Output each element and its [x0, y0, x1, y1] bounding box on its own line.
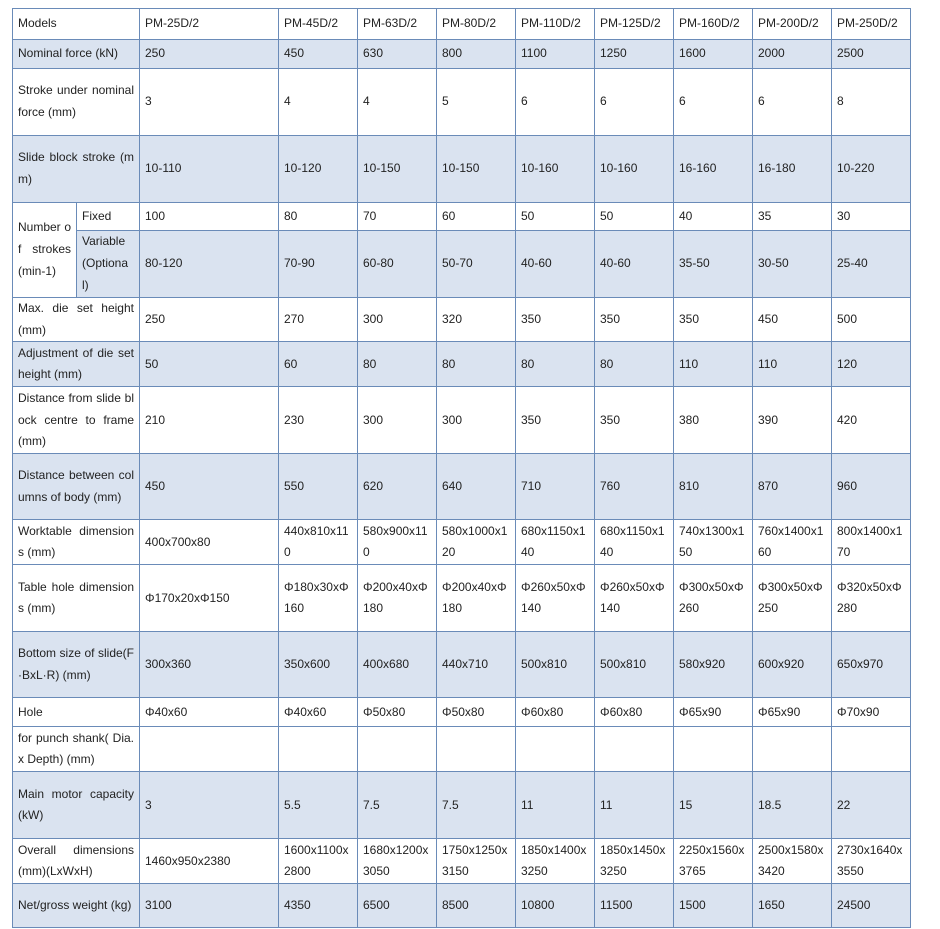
table-cell: [358, 727, 437, 772]
table-cell: 22: [832, 772, 911, 839]
table-cell: 8500: [437, 884, 516, 928]
table-cell: 10-160: [516, 136, 595, 203]
table-row: [13, 727, 911, 772]
table-cell: 1850x1400x3250: [516, 839, 595, 884]
table-cell: 80-120: [140, 231, 279, 298]
table-cell: 60-80: [358, 231, 437, 298]
table-cell: 7.5: [358, 772, 437, 839]
row-label: Overall dimensions (mm)(LxWxH): [13, 839, 140, 884]
table-cell: 16-180: [753, 136, 832, 203]
table-cell: 580x900x110: [358, 520, 437, 565]
row-label: Net/gross weight (kg): [13, 884, 140, 928]
table-cell: 18.5: [753, 772, 832, 839]
model-header: PM-200D/2: [753, 9, 832, 40]
table-cell: Φ50x80: [358, 698, 437, 727]
table-cell: 40: [674, 203, 753, 231]
table-cell: 10-150: [358, 136, 437, 203]
table-row: [13, 231, 911, 298]
model-header: PM-125D/2: [595, 9, 674, 40]
table-cell: 16-160: [674, 136, 753, 203]
table-cell: 10800: [516, 884, 595, 928]
model-header: PM-25D/2: [140, 9, 279, 40]
table-cell: [832, 727, 911, 772]
table-cell: Φ65x90: [674, 698, 753, 727]
table-cell: 1500: [674, 884, 753, 928]
table-cell: 1850x1450x3250: [595, 839, 674, 884]
table-cell: 2500x1580x3420: [753, 839, 832, 884]
table-cell: 6: [595, 69, 674, 136]
row-label: Table hole dimensions (mm): [13, 565, 140, 632]
table-cell: 50: [595, 203, 674, 231]
table-row: [13, 698, 911, 727]
table-cell: 1460x950x2380: [140, 839, 279, 884]
table-cell: 1680x1200x3050: [358, 839, 437, 884]
table-cell: 11: [595, 772, 674, 839]
row-label: Distance from slide block centre to frame (mm): [13, 387, 140, 454]
table-cell: [437, 727, 516, 772]
table-cell: 7.5: [437, 772, 516, 839]
table-cell: 550: [279, 454, 358, 520]
row-sublabel: Variable (Optional): [77, 231, 140, 298]
table-cell: 2500: [832, 40, 911, 69]
table-cell: 420: [832, 387, 911, 454]
table-cell: Φ60x80: [516, 698, 595, 727]
table-cell: 5.5: [279, 772, 358, 839]
table-cell: 40-60: [595, 231, 674, 298]
table-row: [13, 203, 911, 231]
table-cell: Φ170x20xΦ150: [140, 565, 279, 632]
table-cell: 960: [832, 454, 911, 520]
table-cell: 580x1000x120: [437, 520, 516, 565]
table-cell: 3: [140, 69, 279, 136]
table-cell: 250: [140, 298, 279, 342]
table-row: [13, 454, 911, 520]
table-cell: 10-150: [437, 136, 516, 203]
model-header: PM-63D/2: [358, 9, 437, 40]
table-cell: Φ65x90: [753, 698, 832, 727]
table-cell: 710: [516, 454, 595, 520]
table-row: [13, 565, 911, 632]
table-cell: 870: [753, 454, 832, 520]
press-spec-table: [12, 8, 911, 928]
row-label: Bottom size of slide(F·BxL·R) (mm): [13, 632, 140, 698]
row-label: Max. die set height (mm): [13, 298, 140, 342]
row-label: Hole: [13, 698, 140, 727]
row-sublabel: Fixed: [77, 203, 140, 231]
table-cell: 11: [516, 772, 595, 839]
table-cell: 2000: [753, 40, 832, 69]
table-cell: 440x710: [437, 632, 516, 698]
table-row: [13, 387, 911, 454]
table-cell: 350: [674, 298, 753, 342]
table-cell: 35-50: [674, 231, 753, 298]
table-cell: 450: [753, 298, 832, 342]
models-header: Models: [13, 9, 140, 40]
model-header: PM-45D/2: [279, 9, 358, 40]
table-cell: 4: [279, 69, 358, 136]
table-cell: 100: [140, 203, 279, 231]
table-cell: 50: [516, 203, 595, 231]
table-cell: 500x810: [595, 632, 674, 698]
table-cell: Φ320x50xΦ280: [832, 565, 911, 632]
table-cell: 4: [358, 69, 437, 136]
table-cell: 4350: [279, 884, 358, 928]
row-label: for punch shank( Dia.x Depth) (mm): [13, 727, 140, 772]
table-cell: 380: [674, 387, 753, 454]
table-cell: 6: [674, 69, 753, 136]
table-row: [13, 69, 911, 136]
model-header: PM-80D/2: [437, 9, 516, 40]
table-cell: [279, 727, 358, 772]
table-cell: 300: [358, 298, 437, 342]
table-cell: 1750x1250x3150: [437, 839, 516, 884]
table-cell: 680x1150x140: [595, 520, 674, 565]
row-label: Nominal force (kN): [13, 40, 140, 69]
table-cell: 580x920: [674, 632, 753, 698]
table-cell: 500x810: [516, 632, 595, 698]
table-cell: 50-70: [437, 231, 516, 298]
table-cell: 350x600: [279, 632, 358, 698]
table-cell: 40-60: [516, 231, 595, 298]
model-header: PM-250D/2: [832, 9, 911, 40]
table-cell: 3: [140, 772, 279, 839]
table-cell: 10-120: [279, 136, 358, 203]
row-label: Slide block stroke (mm): [13, 136, 140, 203]
table-cell: 630: [358, 40, 437, 69]
table-cell: 500: [832, 298, 911, 342]
table-cell: 70-90: [279, 231, 358, 298]
table-cell: 450: [140, 454, 279, 520]
table-cell: [674, 727, 753, 772]
table-row: [13, 520, 911, 565]
table-cell: 10-160: [595, 136, 674, 203]
table-cell: Φ70x90: [832, 698, 911, 727]
table-cell: 80: [279, 203, 358, 231]
table-cell: 110: [674, 342, 753, 387]
table-cell: [516, 727, 595, 772]
table-row: [13, 884, 911, 928]
table-cell: 1650: [753, 884, 832, 928]
table-row: [13, 298, 911, 342]
table-cell: 5: [437, 69, 516, 136]
model-header: PM-160D/2: [674, 9, 753, 40]
row-label: Number of strokes (min-1): [13, 203, 77, 298]
row-label: Distance between columns of body (mm): [13, 454, 140, 520]
table-cell: 210: [140, 387, 279, 454]
table-cell: 30-50: [753, 231, 832, 298]
table-cell: 25-40: [832, 231, 911, 298]
table-cell: 740x1300x150: [674, 520, 753, 565]
row-label: Stroke under nominal force (mm): [13, 69, 140, 136]
table-cell: Φ300x50xΦ250: [753, 565, 832, 632]
table-cell: 1600x1100x2800: [279, 839, 358, 884]
row-label: Worktable dimensions (mm): [13, 520, 140, 565]
table-cell: 680x1150x140: [516, 520, 595, 565]
table-cell: 2730x1640x3550: [832, 839, 911, 884]
table-cell: 230: [279, 387, 358, 454]
table-cell: 350: [595, 387, 674, 454]
table-cell: 760x1400x160: [753, 520, 832, 565]
table-cell: 400x680: [358, 632, 437, 698]
table-cell: [753, 727, 832, 772]
table-cell: 60: [437, 203, 516, 231]
table-cell: 110: [753, 342, 832, 387]
table-row: [13, 772, 911, 839]
table-cell: 24500: [832, 884, 911, 928]
table-cell: 300: [437, 387, 516, 454]
table-cell: 350: [516, 298, 595, 342]
table-cell: 650x970: [832, 632, 911, 698]
table-cell: 10-110: [140, 136, 279, 203]
table-cell: 320: [437, 298, 516, 342]
table-cell: 350: [595, 298, 674, 342]
table-cell: 1250: [595, 40, 674, 69]
table-row: [13, 136, 911, 203]
table-cell: 600x920: [753, 632, 832, 698]
table-cell: Φ200x40xΦ180: [437, 565, 516, 632]
table-cell: Φ50x80: [437, 698, 516, 727]
table-cell: 8: [832, 69, 911, 136]
table-cell: 50: [140, 342, 279, 387]
model-header: PM-110D/2: [516, 9, 595, 40]
table-cell: 390: [753, 387, 832, 454]
table-cell: 2250x1560x3765: [674, 839, 753, 884]
table-cell: [595, 727, 674, 772]
table-cell: [140, 727, 279, 772]
table-cell: 11500: [595, 884, 674, 928]
table-row: [13, 839, 911, 884]
table-cell: 760: [595, 454, 674, 520]
table-cell: Φ260x50xΦ140: [516, 565, 595, 632]
table-cell: 1100: [516, 40, 595, 69]
table-cell: 810: [674, 454, 753, 520]
table-cell: Φ40x60: [140, 698, 279, 727]
table-row: [13, 632, 911, 698]
table-cell: 6500: [358, 884, 437, 928]
table-cell: Φ40x60: [279, 698, 358, 727]
table-cell: 250: [140, 40, 279, 69]
table-cell: Φ200x40xΦ180: [358, 565, 437, 632]
table-cell: 10-220: [832, 136, 911, 203]
table-cell: 6: [753, 69, 832, 136]
table-cell: 6: [516, 69, 595, 136]
table-cell: 350: [516, 387, 595, 454]
table-cell: 80: [358, 342, 437, 387]
table-cell: 60: [279, 342, 358, 387]
table-cell: 3100: [140, 884, 279, 928]
table-cell: Φ260x50xΦ140: [595, 565, 674, 632]
table-cell: 450: [279, 40, 358, 69]
table-cell: 400x700x80: [140, 520, 279, 565]
table-cell: 120: [832, 342, 911, 387]
table-cell: 440x810x110: [279, 520, 358, 565]
table-cell: Φ60x80: [595, 698, 674, 727]
table-row: [13, 342, 911, 387]
table-cell: 640: [437, 454, 516, 520]
table-cell: 620: [358, 454, 437, 520]
table-cell: 35: [753, 203, 832, 231]
table-cell: 15: [674, 772, 753, 839]
row-label: Adjustment of die set height (mm): [13, 342, 140, 387]
table-cell: 30: [832, 203, 911, 231]
table-row: [13, 40, 911, 69]
row-label: Main motor capacity (kW): [13, 772, 140, 839]
table-cell: 300: [358, 387, 437, 454]
table-cell: 800: [437, 40, 516, 69]
table-cell: 80: [437, 342, 516, 387]
table-cell: 70: [358, 203, 437, 231]
header-row: [13, 9, 911, 40]
table-cell: Φ300x50xΦ260: [674, 565, 753, 632]
table-cell: 80: [595, 342, 674, 387]
table-cell: 270: [279, 298, 358, 342]
table-cell: Φ180x30xΦ160: [279, 565, 358, 632]
table-cell: 300x360: [140, 632, 279, 698]
table-cell: 1600: [674, 40, 753, 69]
table-cell: 800x1400x170: [832, 520, 911, 565]
table-cell: 80: [516, 342, 595, 387]
